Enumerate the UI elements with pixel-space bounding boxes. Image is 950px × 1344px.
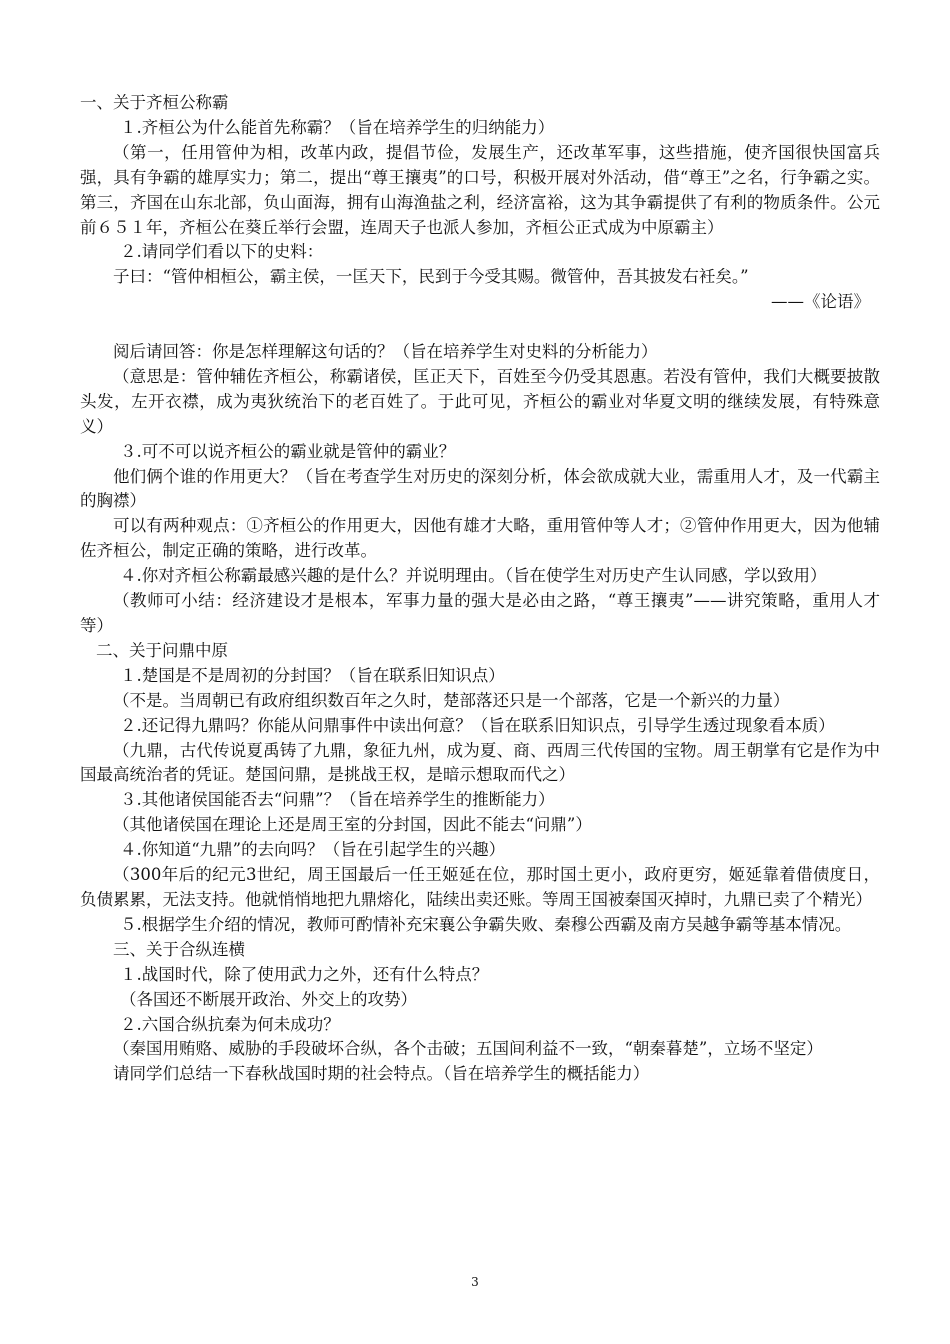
quote-source: ——《论语》 <box>771 292 870 312</box>
answer: 可以有两种观点：①齐桓公的作用更大，因他有雄才大略，重用管仲等人才；②管仲作用更大，因为他辅佐齐桓公，制定正确的策略，进行改革。 <box>80 516 880 561</box>
question: ５.根据学生介绍的情况，教师可酌情补充宋襄公争霸失败、秦穆公西霸及南方吴越争霸等基本情况。 <box>120 914 852 934</box>
answer: （第一，任用管仲为相，改革内政，提倡节俭，发展生产，还改革军事，这些措施，使齐国很快国富兵强，具有争霸的雄厚实力；第二，提出“尊王攘夷”的口号，积极开展对外活动，借“尊王”之名，行争霸之实。第三，齐国在山东北部，负山面海，拥有山海渔盐之利，经济富裕，这为其争霸提供了有利的物质条件。公元前６５１年，齐桓公在葵丘举行会盟，连周天子也派人参加，齐桓公正式成为中原霸主） <box>80 142 880 237</box>
section-heading: 三、关于合纵连横 <box>113 939 245 959</box>
section-heading: 一、关于齐桓公称霸 <box>80 93 229 112</box>
answer: （九鼎，古代传说夏禹铸了九鼎，象征九州，成为夏、商、西周三代传国的宝物。周王朝掌有它是作为中国最高统治者的凭证。楚国问鼎，是挑战王权，是暗示想取而代之） <box>80 740 880 785</box>
answer: （秦国用贿赂、威胁的手段破坏合纵，各个击破；五国间利益不一致，“朝秦暮楚”，立场不坚定） <box>113 1039 823 1059</box>
question: 阅后请回答：你是怎样理解这句话的？（旨在培养学生对史料的分析能力） <box>113 342 658 362</box>
question: ４.你对齐桓公称霸最感兴趣的是什么？并说明理由。（旨在使学生对历史产生认同感，学以致用） <box>120 566 827 586</box>
quote: 子曰：“管仲相桓公，霸主侯，一匡天下，民到于今受其赐。微管仲，吾其披发右衽矣。” <box>113 267 749 287</box>
question: ３.可不可以说齐桓公的霸业就是管仲的霸业？ <box>120 441 456 461</box>
question: １.齐桓公为什么能首先称霸？（旨在培养学生的归纳能力） <box>120 117 555 137</box>
question: １.楚国是不是周初的分封国？（旨在联系旧知识点） <box>120 665 505 685</box>
answer: （其他诸侯国在理论上还是周王室的分封国，因此不能去“问鼎”） <box>113 815 592 835</box>
spacer <box>80 315 880 340</box>
answer: （不是。当周朝已有政府组织数百年之久时，楚部落还只是一个部落，它是一个新兴的力量） <box>113 690 790 710</box>
question: ２.六国合纵抗秦为何未成功？ <box>120 1014 340 1034</box>
question: ３.其他诸侯国能否去“问鼎”？（旨在培养学生的推断能力） <box>120 790 555 810</box>
section-heading: 二、关于问鼎中原 <box>96 640 228 660</box>
page-number: 3 <box>471 1275 479 1289</box>
answer: （教师可小结：经济建设才是根本，军事力量的强大是必由之路，“尊王攘夷”——讲究策略，重用人才等） <box>80 591 880 636</box>
answer: （各国还不断展开政治、外交上的攻势） <box>120 989 417 1009</box>
question: １.战国时代，除了使用武力之外，还有什么特点？ <box>120 964 489 984</box>
closing-question: 请同学们总结一下春秋战国时期的社会特点。（旨在培养学生的概括能力） <box>113 1064 650 1084</box>
question: ２.请同学们看以下的史料： <box>120 242 324 262</box>
answer: （300年后的纪元3世纪，周王国最后一任王姬延在位，那时国土更小，政府更穷，姬延靠着借债度日，负债累累，无法支持。他就悄悄地把九鼎熔化，陆续出卖还账。等周王国被秦国灭掉时，九鼎已卖了个精光） <box>80 865 880 909</box>
question: ２.还记得九鼎吗？你能从问鼎事件中读出何意？（旨在联系旧知识点，引导学生透过现象看本质） <box>120 715 835 735</box>
question: 他们俩个谁的作用更大？（旨在考查学生对历史的深刻分析，体会欲成就大业，需重用人才，及一代霸主的胸襟） <box>80 466 880 511</box>
document-body <box>80 91 880 1087</box>
question: ４.你知道“九鼎”的去向吗？（旨在引起学生的兴趣） <box>120 840 506 860</box>
answer: （意思是：管仲辅佐齐桓公，称霸诸侯，匡正天下，百姓至今仍受其恩惠。若没有管仲，我们大概要披散头发，左开衣襟，成为夷狄统治下的老百姓了。于此可见，齐桓公的霸业对华夏文明的继续发展，有特殊意义） <box>80 366 880 436</box>
